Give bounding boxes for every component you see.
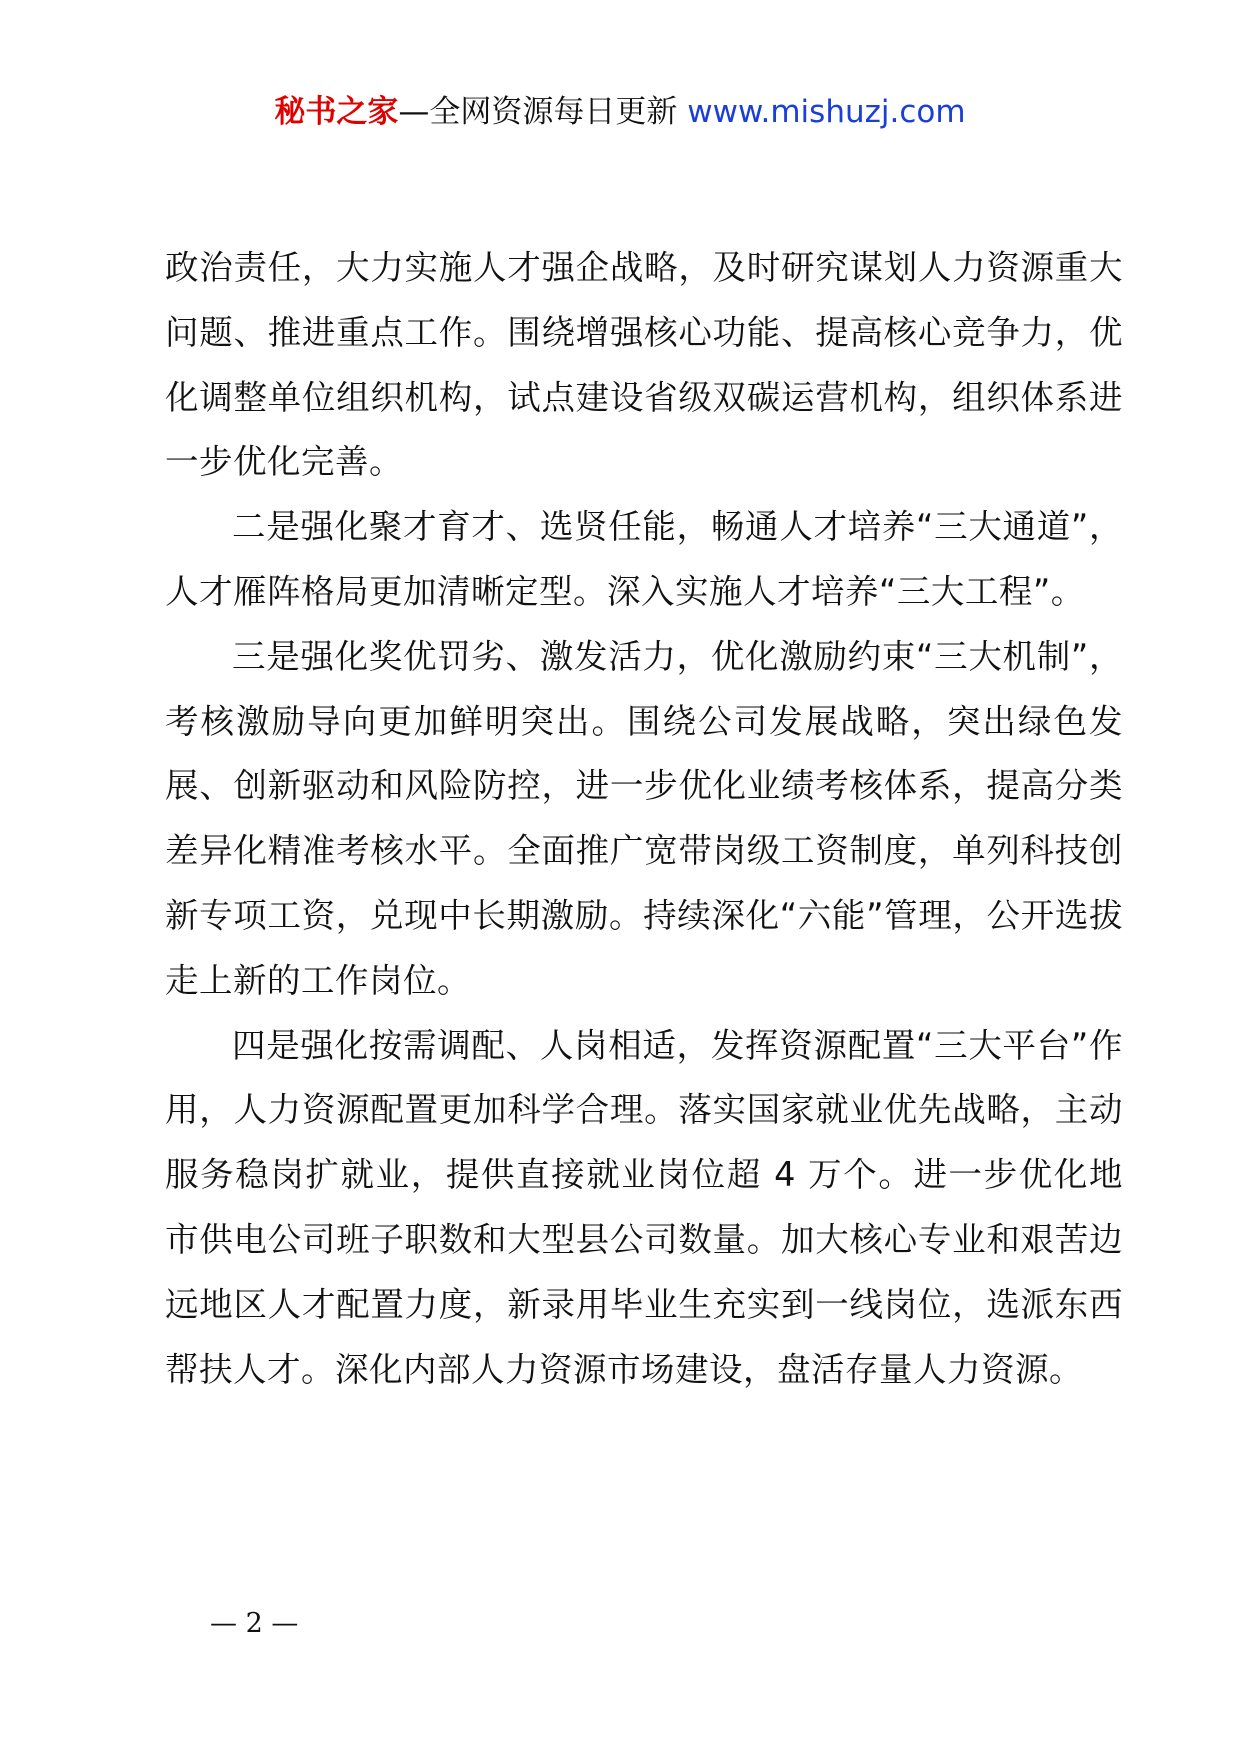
document-body bbox=[165, 236, 1123, 1402]
site-header bbox=[0, 92, 1240, 132]
header-tagline: —全网资源每日更新 bbox=[398, 94, 688, 130]
brand-name: 秘书之家 bbox=[274, 94, 399, 130]
paragraph-resource-allocation: 四是强化按需调配、人岗相适，发挥资源配置“三大平台”作用，人力资源配置更加科学合理。落实国家就业优先战略，主动服务稳岗扩就业，提供直接就业岗位超 4 万个。进一步优化地市供电公司班子职数和大型县公司数量。加大核心专业和艰苦边远地区人才配置力度，新录用毕业生充实到一线岗位，选派东西帮扶人才。深化内部人力资源市场建设，盘活存量人力资源。 bbox=[165, 1025, 1123, 1389]
page-number: — 2 — bbox=[210, 1608, 299, 1639]
paragraph-continued: 政治责任，大力实施人才强企战略，及时研究谋划人力资源重大问题、推进重点工作。围绕增强核心功能、提高核心竞争力，优化调整单位组织机构，试点建设省级双碳运营机构，组织体系进一步优化完善。 bbox=[165, 248, 1123, 482]
paragraph-incentive-mechanism: 三是强化奖优罚劣、激发活力，优化激励约束“三大机制”，考核激励导向更加鲜明突出。围绕公司发展战略，突出绿色发展、创新驱动和风险防控，进一步优化业绩考核体系，提高分类差异化精准考核水平。全面推广宽带岗级工资制度，单列科技创新专项工资，兑现中长期激励。持续深化“六能”管理，公开选拔走上新的工作岗位。 bbox=[165, 636, 1123, 1000]
paragraph-talent-cultivation: 二是强化聚才育才、选贤任能，畅通人才培养“三大通道”，人才雁阵格局更加清晰定型。深入实施人才培养“三大工程”。 bbox=[165, 507, 1123, 611]
site-url-link[interactable]: www.mishuzj.com bbox=[687, 94, 966, 130]
